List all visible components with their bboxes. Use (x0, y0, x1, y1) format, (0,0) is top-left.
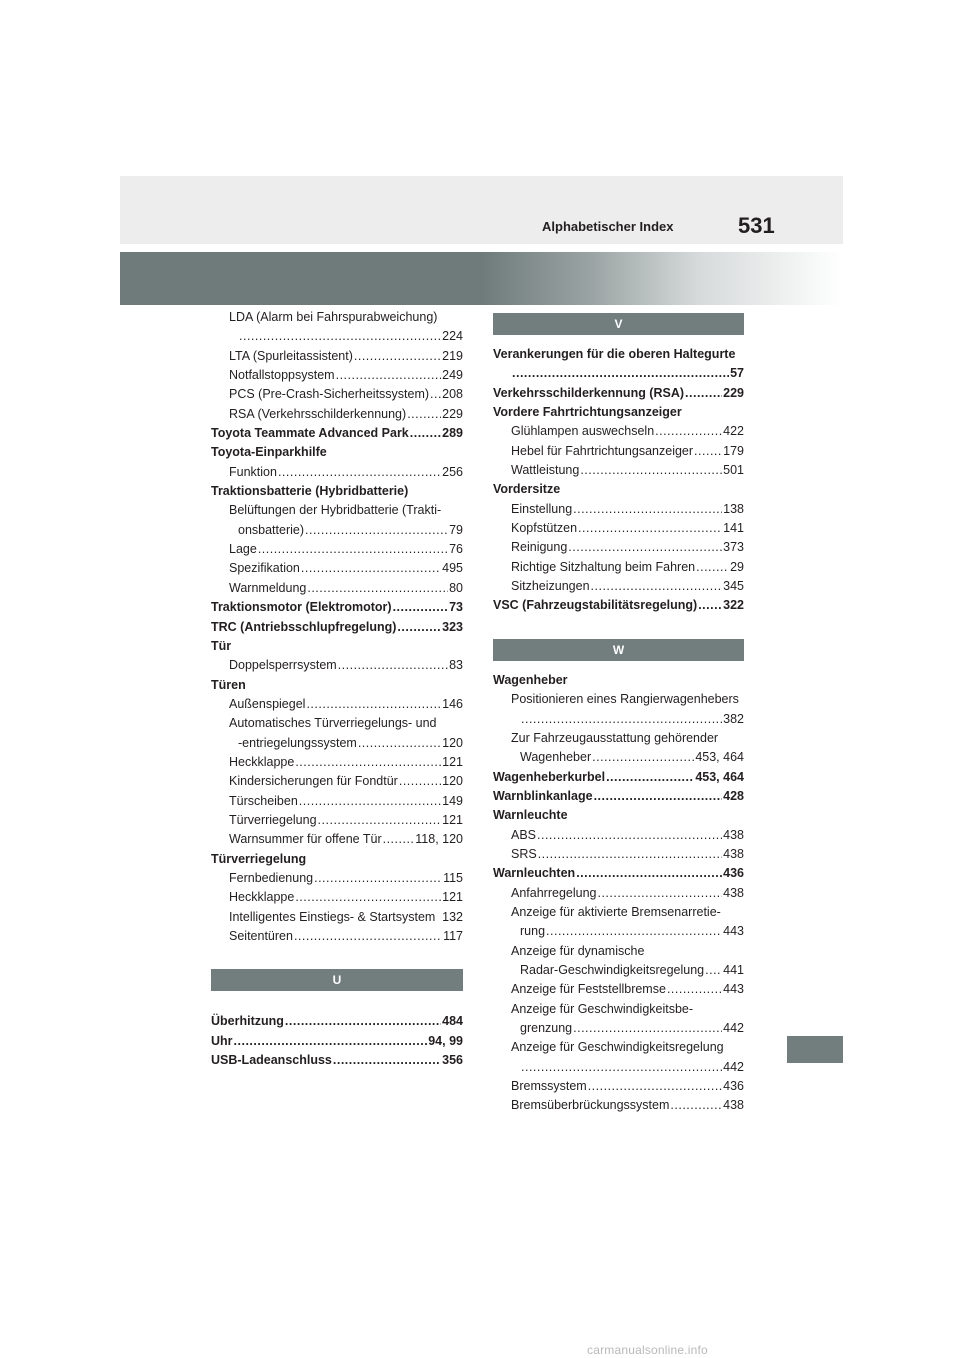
index-entry-term: LTA (Spurleitassistent) (229, 348, 353, 363)
index-entry (493, 577, 744, 596)
index-entry-page: 118, 120 (415, 832, 463, 847)
index-entry: Türverriegelung (211, 851, 307, 866)
dot-leader (305, 521, 448, 540)
dot-leader (696, 558, 729, 577)
index-entry-page: 438 (723, 846, 744, 861)
dot-leader (576, 864, 722, 883)
dot-leader (594, 787, 723, 806)
index-entry (211, 869, 463, 888)
dot-leader (573, 500, 722, 519)
index-entry-page: 76 (449, 542, 463, 557)
index-entry-page: 322 (723, 598, 744, 613)
dot-leader (521, 710, 722, 729)
decorative-gradient-band (120, 252, 843, 305)
index-entry (211, 1012, 463, 1031)
dot-leader (336, 366, 442, 385)
index-entry-term: Toyota Teammate Advanced Park (211, 426, 409, 441)
header-title: Alphabetischer Index (542, 219, 674, 234)
dot-leader (512, 364, 729, 383)
index-entry-page: 438 (723, 885, 744, 900)
dot-leader (299, 792, 441, 811)
index-entry-term: grenzung (520, 1021, 573, 1035)
index-entry-term: Fernbedienung (229, 870, 314, 885)
index-entry: Traktionsbatterie (Hybridbatterie) (211, 484, 409, 499)
dot-leader (655, 422, 722, 441)
index-entry (211, 908, 463, 927)
index-entry-page: 442 (723, 1059, 744, 1074)
index-entry (211, 521, 463, 540)
header-band (120, 176, 843, 244)
index-entry-page: 141 (723, 521, 744, 536)
index-entry: Anzeige für Geschwindigkeitsbe- (511, 1001, 694, 1016)
dot-leader (588, 1077, 722, 1096)
dot-leader (591, 577, 723, 596)
index-entry (493, 596, 744, 615)
index-entry (493, 1058, 744, 1077)
index-entry (211, 598, 463, 617)
index-entry (493, 864, 744, 883)
dot-leader (521, 1058, 722, 1077)
index-entry-page: 249 (442, 368, 463, 383)
dot-leader (537, 826, 722, 845)
index-entry-page: 443 (723, 982, 744, 997)
index-entry (211, 366, 463, 385)
index-entry-term: Glühlampen auswechseln (511, 424, 655, 439)
index-entry-term: onsbatterie) (238, 522, 305, 537)
index-entry: Positionieren eines Rangierwagenhebers (511, 692, 739, 707)
index-entry (493, 748, 744, 767)
index-entry (211, 347, 463, 366)
index-entry-page: 484 (442, 1014, 463, 1029)
dot-leader (685, 384, 722, 403)
section-heading-u: U (211, 969, 463, 991)
index-entry (493, 519, 744, 538)
index-entry-term: Wagenheber (520, 750, 592, 765)
index-entry (493, 845, 744, 864)
index-entry-term: RSA (Verkehrsschilderkennung) (229, 406, 407, 421)
index-entry-page: 208 (442, 387, 463, 402)
index-entry-page: 453, 464 (695, 769, 744, 784)
dot-leader (295, 753, 441, 772)
index-entry (493, 364, 744, 383)
index-entry (211, 811, 463, 830)
index-entry (211, 424, 463, 443)
index-entry-term: Seitentüren (229, 929, 293, 943)
index-entry (211, 463, 463, 482)
index-entry-page: 256 (442, 464, 463, 479)
index-entry-term: Einstellung (511, 501, 573, 516)
dot-leader (705, 961, 722, 980)
index-entry-term: Warnsummer für offene Tür (229, 832, 382, 847)
dot-leader (333, 1051, 441, 1070)
entries-w (493, 671, 744, 1116)
index-entry-page: 229 (723, 385, 744, 400)
index-entry (211, 888, 463, 907)
dot-leader (694, 442, 722, 461)
index-entry (493, 538, 744, 557)
dot-leader (258, 540, 448, 559)
index-entry-term: VSC (Fahrzeugstabilitätsregelung) (493, 598, 698, 613)
dot-leader (430, 385, 441, 404)
index-entry: Vordersitze (493, 482, 561, 497)
index-entry (493, 500, 744, 519)
index-entry (493, 422, 744, 441)
index-entry-term: Kopfstützen (511, 521, 578, 536)
index-entry: Verankerungen für die oberen Haltegurte (493, 347, 736, 361)
index-entry-page: 438 (723, 827, 744, 842)
index-entry: Tür (211, 638, 232, 653)
index-entry (493, 768, 744, 787)
index-entry-page: 428 (723, 788, 744, 803)
dot-leader (399, 772, 441, 791)
index-entry-page: 436 (723, 1079, 744, 1094)
index-entry (211, 1051, 463, 1070)
index-entry (493, 442, 744, 461)
dot-leader (358, 734, 441, 753)
index-entry (493, 884, 744, 903)
index-entry-term: Außenspiegel (229, 696, 306, 711)
index-entry-page: 83 (449, 658, 463, 673)
index-entry-term: rung (520, 924, 546, 939)
dot-leader (318, 811, 442, 830)
index-entry (211, 927, 463, 946)
index-entry-page: 29 (730, 559, 744, 574)
index-entry-term: Intelligentes Einstiegs- & Startsystem (229, 909, 436, 924)
dot-leader (546, 922, 722, 941)
dot-leader (698, 596, 722, 615)
index-entry-term: Funktion (229, 464, 277, 479)
index-entry-term: Kindersicherungen für Fondtür (229, 774, 398, 789)
dot-leader (301, 559, 441, 578)
dot-leader (354, 347, 441, 366)
index-entry-term: Bremsüberbrückungssystem (511, 1098, 670, 1113)
index-entry (211, 540, 463, 559)
index-entry-page: 501 (723, 463, 744, 478)
index-entry (493, 461, 744, 480)
entries-t (211, 308, 463, 946)
dot-leader (294, 927, 442, 946)
index-entry-term: Lage (229, 542, 257, 557)
index-entry-page: 224 (442, 329, 463, 344)
dot-leader (285, 1012, 441, 1031)
index-entry-page: 117 (443, 929, 463, 943)
index-entry-page: 57 (730, 366, 744, 381)
index-entry-term: Sitzheizungen (511, 579, 590, 594)
entries-v (493, 345, 744, 616)
dot-leader (239, 327, 441, 346)
index-entry-term: Doppelsperrsystem (229, 658, 337, 673)
dot-leader (597, 884, 722, 903)
index-entry-term: Wagenheberkurbel (493, 769, 606, 784)
chapter-side-tab (787, 1036, 843, 1063)
index-entry-term: Uhr (211, 1033, 233, 1048)
index-entry (493, 710, 744, 729)
index-entry (493, 558, 744, 577)
index-entry (211, 579, 463, 598)
index-entry (493, 1096, 744, 1115)
index-entry-term: ABS (511, 827, 537, 842)
index-entry-page: 138 (723, 501, 744, 516)
index-entry-term: Warnblinkanlage (493, 788, 593, 803)
index-entry-page: 443 (723, 924, 744, 939)
index-entry-page: 373 (723, 540, 744, 555)
index-entry: Anzeige für dynamische (511, 943, 645, 958)
index-entry-term: Überhitzung (211, 1014, 284, 1029)
index-entry (211, 772, 463, 791)
dot-leader (580, 461, 722, 480)
index-entry (493, 826, 744, 845)
index-entry (493, 922, 744, 941)
index-entry: Belüftungen der Hybridbatterie (Trakti- (229, 503, 442, 518)
index-entry-term: SRS (511, 846, 537, 861)
index-entry-page: 146 (442, 696, 463, 711)
index-entry-term: PCS (Pre-Crash-Sicherheitssystem) (229, 387, 430, 402)
index-entry-page: 79 (449, 522, 463, 537)
index-column-left (211, 308, 463, 1070)
index-entry-page: 179 (723, 443, 744, 458)
index-entry (211, 559, 463, 578)
index-entry: Zur Fahrzeugausstattung gehörender (511, 730, 719, 745)
dot-leader (234, 1032, 428, 1051)
index-entry-page: 323 (442, 619, 463, 634)
dot-leader (278, 463, 441, 482)
index-entry-page: 120 (442, 774, 463, 789)
index-entry-page: 120 (442, 735, 463, 750)
index-entry-term: Notfallstoppsystem (229, 368, 335, 383)
index-entry-term: Warnmeldung (229, 580, 307, 595)
index-entry (493, 384, 744, 403)
dot-leader (393, 598, 449, 617)
index-entry-page: 121 (442, 890, 463, 905)
index-entry-term: Radar-Geschwindigkeitsregelung (520, 962, 705, 977)
dot-leader (307, 579, 448, 598)
index-entry-page: 289 (442, 426, 463, 441)
index-entry-page: 73 (449, 600, 463, 615)
index-entry-term: Verkehrsschilderkennung (RSA) (493, 385, 685, 400)
index-entry-term: TRC (Antriebsschlupfregelung) (211, 619, 397, 634)
dot-leader (295, 888, 441, 907)
index-entry (211, 753, 463, 772)
dot-leader (407, 405, 441, 424)
index-entry-page: 438 (723, 1098, 744, 1113)
index-entry: Toyota-Einparkhilfe (211, 445, 327, 460)
index-entry-term: Türscheiben (229, 793, 298, 808)
index-entry-page: 495 (442, 561, 463, 576)
index-entry-page: 219 (442, 348, 463, 363)
index-column-right (493, 313, 744, 1116)
index-entry-term: Anzeige für Feststellbremse (511, 982, 666, 997)
index-entry-page: 94, 99 (428, 1033, 463, 1048)
index-entry (493, 961, 744, 980)
index-entry-page: 442 (723, 1021, 744, 1035)
dot-leader (314, 869, 442, 888)
index-entry-page: 356 (442, 1053, 463, 1068)
index-entry: Wagenheber (493, 672, 568, 687)
index-entry-term: Spezifikation (229, 561, 300, 576)
dot-leader (606, 768, 694, 787)
index-entry: Anzeige für aktivierte Bremsenarretie- (511, 904, 721, 919)
index-entry-term: Heckklappe (229, 890, 295, 905)
dot-leader (306, 695, 441, 714)
index-entry: Automatisches Türverriegelungs- und (229, 716, 437, 731)
dot-leader (573, 1019, 722, 1038)
index-entry-page: 229 (442, 406, 463, 421)
index-entry-term: Türverriegelung (229, 812, 317, 827)
index-entry-term: Anfahrregelung (511, 885, 597, 900)
section-heading-v: V (493, 313, 744, 335)
index-entry-term: -entriegelungssystem (238, 735, 357, 750)
index-entry-term: Richtige Sitzhaltung beim Fahren (511, 559, 696, 574)
footer-watermark: carmanualsonline.info (587, 1343, 708, 1357)
dot-leader (568, 538, 722, 557)
index-entry (211, 830, 463, 849)
index-entry: Warnleuchte (493, 808, 568, 823)
index-entry-page: 453, 464 (695, 750, 744, 765)
index-entry: LDA (Alarm bei Fahrspurabweichung) (229, 310, 438, 324)
index-entry-term: Warnleuchten (493, 866, 576, 881)
index-entry (211, 385, 463, 404)
index-entry-page: 115 (443, 870, 463, 885)
dot-leader (538, 845, 722, 864)
dot-leader (578, 519, 722, 538)
index-entry (211, 792, 463, 811)
index-entry-page: 121 (442, 812, 463, 827)
index-entry-page: 132 (442, 909, 463, 924)
dot-leader (383, 830, 415, 849)
index-entry (493, 1019, 744, 1038)
index-entry-term: Heckklappe (229, 754, 295, 769)
index-entry-page: 382 (723, 711, 744, 726)
index-entry (493, 980, 744, 999)
index-entry-term: Wattleistung (511, 463, 580, 478)
dot-leader (410, 424, 441, 443)
index-entry: Türen (211, 677, 246, 692)
dot-leader (338, 656, 448, 675)
index-entry-term: Hebel für Fahrtrichtungsanzeiger (511, 443, 694, 458)
index-entry-page: 149 (442, 793, 463, 808)
index-entry (211, 618, 463, 637)
index-entry-page: 422 (723, 424, 744, 439)
index-entry (211, 405, 463, 424)
index-entry-term: Traktionsmotor (Elektromotor) (211, 600, 392, 615)
index-entry-term: Reinigung (511, 540, 568, 555)
index-entry-page: 121 (442, 754, 463, 769)
entries-u (211, 1012, 463, 1070)
index-entry (211, 327, 463, 346)
index-entry-term: Bremssystem (511, 1079, 587, 1094)
dot-leader (592, 748, 694, 767)
index-entry (211, 656, 463, 675)
index-entry-page: 345 (723, 579, 744, 594)
dot-leader (397, 618, 441, 637)
index-entry: Vordere Fahrtrichtungsanzeiger (493, 405, 682, 420)
index-entry-term: USB-Ladeanschluss (211, 1053, 332, 1068)
index-entry-page: 436 (723, 866, 744, 881)
index-entry (211, 695, 463, 714)
index-entry-page: 441 (723, 962, 744, 977)
section-heading-w: W (493, 639, 744, 661)
index-entry (493, 787, 744, 806)
index-entry (211, 734, 463, 753)
index-entry (493, 1077, 744, 1096)
index-entry-page: 80 (449, 580, 463, 595)
dot-leader (670, 1096, 722, 1115)
index-entry: Anzeige für Geschwindigkeitsregelung (511, 1040, 724, 1055)
page-number: 531 (738, 213, 775, 238)
index-entry (211, 1032, 463, 1051)
dot-leader (667, 980, 722, 999)
